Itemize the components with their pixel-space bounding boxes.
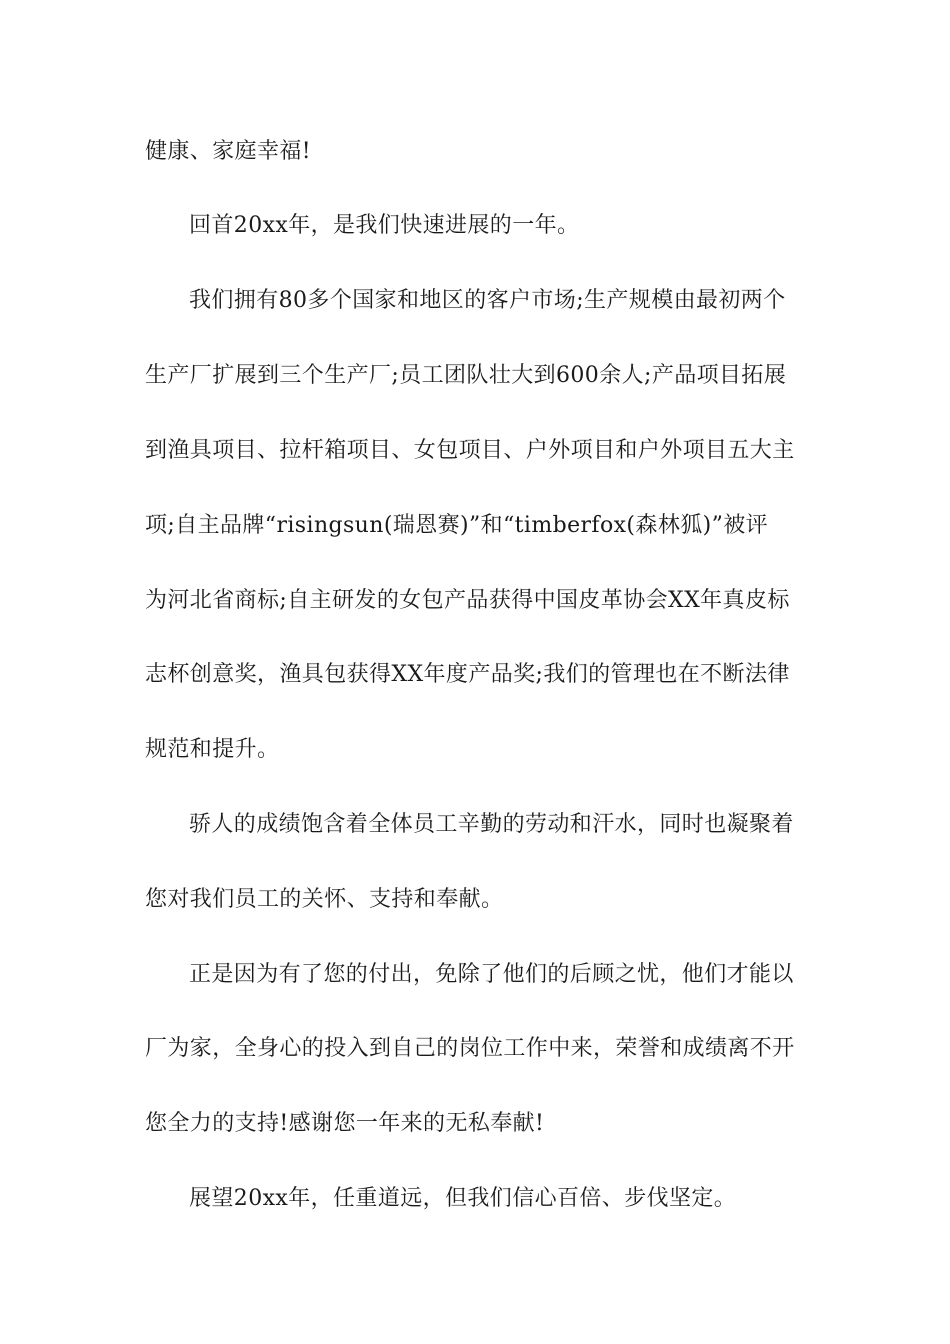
text-line: 项;自主品牌“risingsun(瑞恩赛)”和“timberfox(森林狐)”被评 xyxy=(145,513,769,538)
text-line: 规范和提升。 xyxy=(145,737,280,762)
paragraph-first-line: 骄人的成绩饱含着全体员工辛勤的劳动和汗水，同时也凝聚着 xyxy=(189,812,794,837)
text-line: 到渔具项目、拉杆箱项目、女包项目、户外项目和户外项目五大主 xyxy=(145,438,795,463)
text-line: 您对我们员工的关怀、支持和奉献。 xyxy=(145,887,504,912)
paragraph-first-line: 我们拥有80多个国家和地区的客户市场;生产规模由最初两个 xyxy=(189,288,786,313)
text-line: 厂为家，全身心的投入到自己的岗位工作中来，荣誉和成绩离不开 xyxy=(145,1036,795,1061)
text-line: 您全力的支持!感谢您一年来的无私奉献! xyxy=(145,1111,545,1136)
paragraph-first-line: 展望20xx年，任重道远，但我们信心百倍、步伐坚定。 xyxy=(189,1186,737,1211)
text-line: 志杯创意奖，渔具包获得XX年度产品奖;我们的管理也在不断法律 xyxy=(145,662,790,687)
text-line: 生产厂扩展到三个生产厂;员工团队壮大到600余人;产品项目拓展 xyxy=(145,363,787,388)
text-line: 健康、家庭幸福! xyxy=(145,139,312,164)
paragraph-first-line: 回首20xx年，是我们快速进展的一年。 xyxy=(189,213,580,238)
text-line: 为河北省商标;自主研发的女包产品获得中国皮革协会XX年真皮标 xyxy=(145,588,790,613)
paragraph-first-line: 正是因为有了您的付出，免除了他们的后顾之忧，他们才能以 xyxy=(189,962,794,987)
